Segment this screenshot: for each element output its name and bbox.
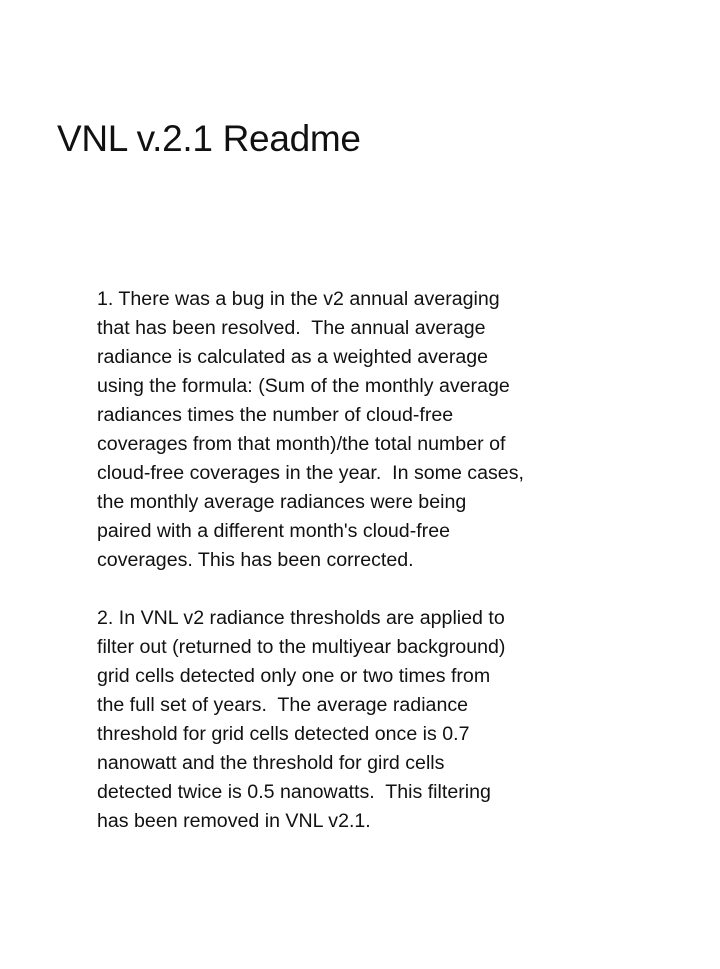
text-line: 1. There was a bug in the v2 annual averaging (97, 288, 500, 310)
text-line: that has been resolved. The annual average (97, 317, 486, 339)
text-line: radiance is calculated as a weighted average (97, 346, 489, 368)
text-line: the full set of years. The average radiance (97, 694, 469, 716)
readme-item-2 (97, 604, 597, 836)
readme-item-1 (97, 285, 597, 575)
text-line: cloud-free coverages in the year. In some cases, (97, 462, 524, 484)
text-line: radiances times the number of cloud-free (97, 404, 454, 426)
text-line: has been removed in VNL v2.1. (97, 810, 371, 832)
text-line: filter out (returned to the multiyear background) (97, 636, 506, 658)
text-line: coverages from that month)/the total number of (97, 433, 506, 455)
readme-body (97, 285, 597, 836)
text-line: the monthly average radiances were being (97, 491, 467, 513)
page-title: VNL v.2.1 Readme (57, 118, 361, 159)
text-line: coverages. This has been corrected. (97, 549, 414, 571)
text-line: 2. In VNL v2 radiance thresholds are applied to (97, 607, 505, 629)
text-line: threshold for grid cells detected once is 0.7 (97, 723, 470, 745)
text-line: using the formula: (Sum of the monthly average (97, 375, 510, 397)
text-line: detected twice is 0.5 nanowatts. This filtering (97, 781, 491, 803)
text-line: nanowatt and the threshold for gird cells (97, 752, 445, 774)
text-line: paired with a different month's cloud-free (97, 520, 450, 542)
text-line: grid cells detected only one or two times from (97, 665, 491, 687)
